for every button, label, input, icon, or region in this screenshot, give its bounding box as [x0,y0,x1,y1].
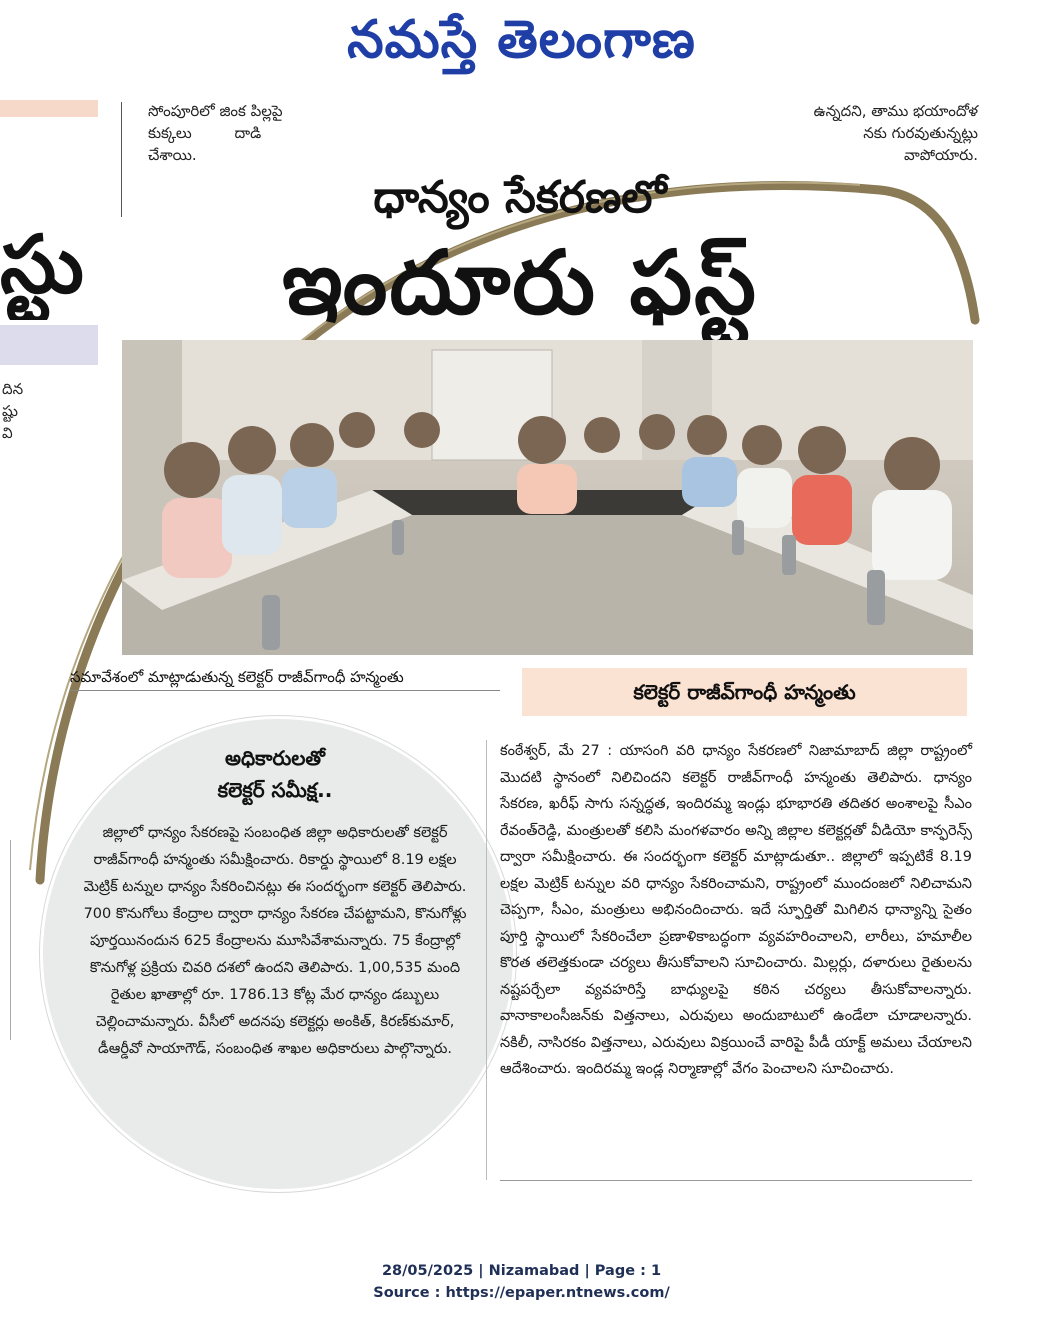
masthead-title: నమస్తే తెలంగాణ [347,10,696,70]
page-footer [0,1260,1043,1304]
snippet-line: ఉన్నదని, తాము భయాందోళ [813,102,978,120]
sidebar-title-line: కలెక్టర్ సమీక్ష.. [217,778,333,802]
snippet-line: చేశాయి. [148,146,197,164]
caption-underline [70,690,500,691]
snippet-line: కుక్కలు దాడి [148,124,262,142]
left-column-headline-fragment: స్టు [0,218,84,311]
fragment-line: దిన [2,380,24,398]
sidebar-body: జిల్లాలో ధాన్యం సేకరణపై సంబంధిత జిల్లా అధికారులతో కలెక్టర్ రాజీవ్‌గాంధీ హన్మంతు సమీక్షించారు. రికార్డు స్థాయిలో 8.19 లక్షల మెట్రిక్ టన్నుల ధాన్యం సేకరించినట్లు ఈ సందర్భంగా కలెక్టర్ తెలిపారు. 700 కొనుగోలు కేంద్రాల ద్వారా ధాన్యం సేకరణ చేపట్టామని, కొనుగోళ్లు పూర్తయినందున 625 కేంద్రాలను మూసివేశామన్నారు. 75 కేంద్రాల్లో కొనుగోళ్ల ప్రక్రియ చివరి దశలో ఉందని తెలిపారు. 1,00,535 మంది రైతుల ఖాతాల్లో రూ. 1786.13 కోట్ల మేర ధాన్యం డబ్బులు చెల్లించామన్నారు. వీసీలో అదనపు కలెక్టర్లు అంకిత్, కిరణ్‌కుమార్, డీఆర్డీవో సాయాగౌడ్, సంబంధిత శాఖల అధికారులు పాల్గొన్నారు. [83,825,467,1057]
snippet-line: నకు గురవుతున్నట్లు [863,124,978,142]
article-bottom-rule [500,1180,972,1181]
snippet-line: వాపోయారు. [904,146,978,164]
left-column-band [0,325,98,365]
article-rule [486,740,487,1180]
left-edge-rule [10,840,11,1040]
top-left-snippet [148,100,338,166]
photo-caption: సమావేశంలో మాట్లాడుతున్న కలెక్టర్ రాజీవ్‌గాంధీ హన్మంతు [70,668,404,686]
name-label: కలెక్టర్ రాజీవ్‌గాంధీ హన్మంతు [522,668,967,716]
footer-source-line: Source : https://epaper.ntnews.com/ [373,1285,670,1301]
left-header-band [0,100,98,117]
sub-headline: ధాన్యం సేకరణలో [373,172,667,223]
snippet-line: సోంపూరిలో జింక పిల్లపై [148,102,283,120]
fragment-line: వి [2,424,13,442]
sidebar-title [140,742,410,806]
left-column-fragment [2,378,32,444]
fragment-line: ష్టు [2,402,18,420]
main-headline: ఇందూరు ఫస్ట్ [282,231,758,334]
article-body: కంఠేశ్వర్, మే 27 : యాసంగి వరి ధాన్యం సేకరణలో నిజామాబాద్ జిల్లా రాష్ట్రంలో మొదటి స్థానంలో నిలిచిందని కలెక్టర్ రాజీవ్‌గాంధీ హన్మంతు తెలిపారు. ధాన్యం సేకరణ, ఖరీఫ్ సాగు సన్నద్ధత, ఇందిరమ్మ ఇండ్లు భూభారతి తదితర అంశాలపై సీఎం రేవంత్‌రెడ్డి, మంత్రులతో కలిసి మంగళవారం అన్ని జిల్లాల కలెక్టర్లతో వీడియో కాన్ఫరెన్స్ ద్వారా సమీక్షించారు. ఈ సందర్భంగా కలెక్టర్ మాట్లాడుతూ.. జిల్లాలో ఇప్పటికే 8.19 లక్షల మెట్రిక్ టన్నుల వరి ధాన్యం సేకరించామని, రాష్ట్రంలో ముందంజలో నిలిచామని చెప్పగా, సీఎం, మంత్రులు అభినందించారు. ఇదే స్ఫూర్తితో మిగిలిన ధాన్యాన్ని సైతం పూర్తి స్థాయిలో సేకరించేలా ప్రణాళికాబద్ధంగా వ్యవహరించాలని, లారీలు, హమాలీల కొరత తలెత్తకుండా చర్యలు తీసుకోవాలని సూచించారు. మిల్లర్లు, దళారులు రైతులను నష్టపర్చేలా వ్యవహరిస్తే బాధ్యులపై కఠిన చర్యలు తీసుకోవాలన్నారు. వానాకాలంసీజన్‌కు విత్తనాలు, ఎరువులు అందుబాటులో ఉండేలా చూడాలన్నారు. నకిలీ, నాసిరకం విత్తనాలు, ఎరువులు విక్రయించే వారిపై పీడీ యాక్ట్ అమలు చేయాలని ఆదేశించారు. ఇందిరమ్మ ఇండ్ల నిర్మాణాల్లో వేగం పెంచాలని సూచించారు. [500,743,972,1077]
footer-date-line: 28/05/2025 | Nizamabad | Page : 1 [381,1263,662,1279]
meeting-photo-illustration [122,340,973,655]
top-right-snippet [768,100,978,166]
sidebar-title-line: అధికారులతో [225,746,325,770]
meeting-photo [122,340,973,655]
